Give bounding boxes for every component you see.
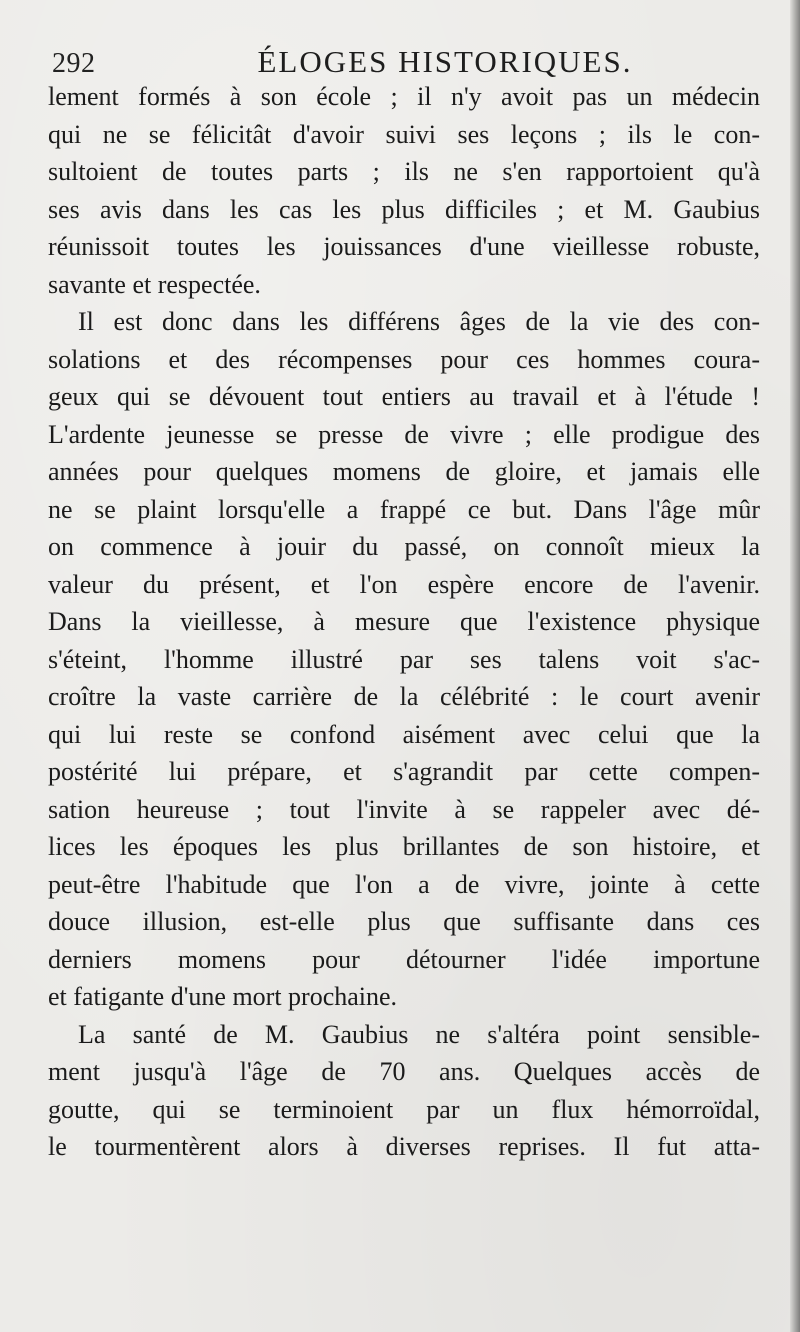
text-line: croître la vaste carrière de la célébrité : le court avenir (48, 682, 760, 711)
text-line: Il est donc dans les différens âges de la vie des con- (78, 307, 760, 336)
text-line: geux qui se dévouent tout entiers au travail et à l'étude ! (48, 382, 760, 411)
text-line: savante et respectée. (48, 269, 261, 299)
running-title: ÉLOGES HISTORIQUES. (257, 44, 633, 79)
text-line: postérité lui prépare, et s'agrandit par cette compen- (48, 757, 760, 786)
text-line: on commence à jouir du passé, on connoît mieux la (48, 532, 760, 561)
text-line: ment jusqu'à l'âge de 70 ans. Quelques accès de (48, 1057, 760, 1086)
text-line: goutte, qui se terminoient par un flux hémorroïdal, (48, 1094, 760, 1124)
page-number: 292 (52, 48, 96, 79)
text-line: sation heureuse ; tout l'invite à se rappeler avec dé- (48, 794, 760, 824)
text-line: lices les époques les plus brillantes de son histoire, et (48, 832, 760, 861)
text-line: ne se plaint lorsqu'elle a frappé ce but. Dans l'âge mûr (48, 494, 760, 524)
text-line: ses avis dans les cas les plus difficiles ; et M. Gaubius (48, 194, 760, 224)
text-line: réunissoit toutes les jouissances d'une vieillesse robuste, (48, 232, 760, 261)
text-line: années pour quelques momens de gloire, et jamais elle (48, 457, 760, 486)
text-line: solations et des récompenses pour ces hommes coura- (48, 344, 760, 374)
text-line: Dans la vieillesse, à mesure que l'existence physique (48, 607, 760, 636)
text-line: lement formés à son école ; il n'y avoit pas un médecin (48, 82, 760, 111)
body-text (48, 78, 760, 1166)
text-line: et fatigante d'une mort prochaine. (48, 982, 398, 1011)
text-line: La santé de M. Gaubius ne s'altéra point sensible- (78, 1019, 760, 1049)
text-line: qui ne se félicitât d'avoir suivi ses leçons ; ils le con- (48, 119, 760, 149)
text-line: le tourmentèrent alors à diverses reprises. Il fut atta- (48, 1132, 760, 1161)
text-line: peut-être l'habitude que l'on a de vivre, jointe à cette (48, 869, 760, 899)
text-line: valeur du présent, et l'on espère encore de l'avenir. (48, 569, 760, 599)
text-line: s'éteint, l'homme illustré par ses talens voit s'ac- (48, 644, 760, 674)
text-line: L'ardente jeunesse se presse de vivre ; elle prodigue des (48, 419, 760, 449)
text-line: sultoient de toutes parts ; ils ne s'en rapportoient qu'à (48, 157, 760, 186)
page-edge-shadow (790, 0, 800, 1332)
text-line: douce illusion, est-elle plus que suffisante dans ces (48, 907, 760, 936)
text-line: qui lui reste se confond aisément avec celui que la (48, 719, 760, 749)
text-line: derniers momens pour détourner l'idée importune (48, 944, 760, 974)
